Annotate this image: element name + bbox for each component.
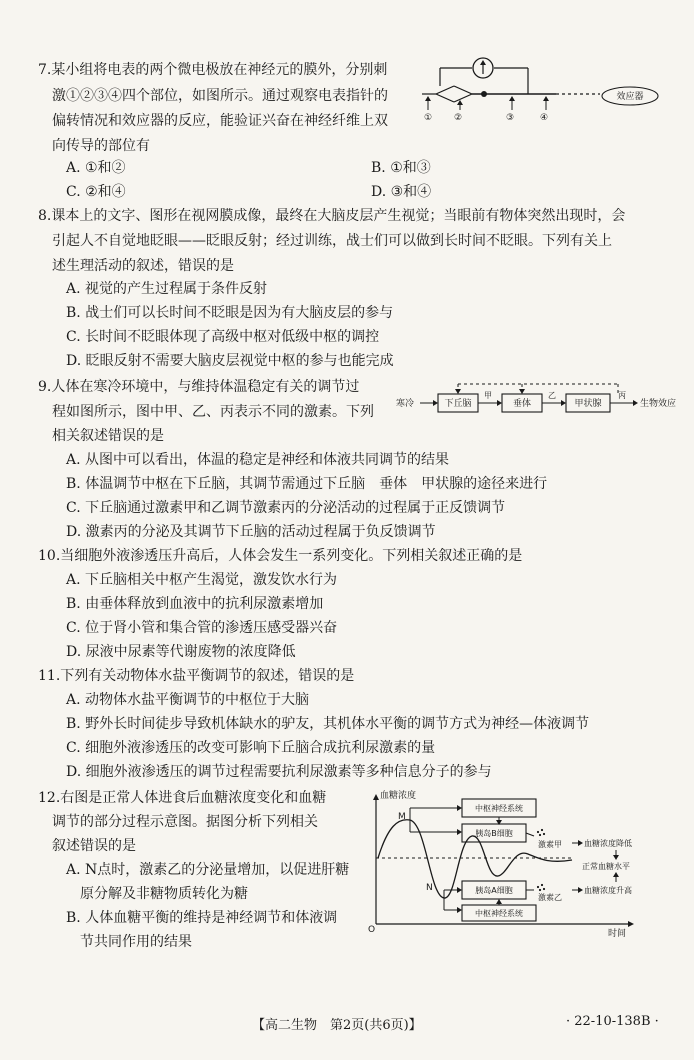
q10-option-c: C. 位于肾小管和集合管的渗透压感受器兴奋 [66,620,338,636]
alpha-cell-box: 胰岛A细胞 [475,886,513,895]
q12-stem-line-1: 12.右图是正常人体进食后血糖浓度变化和血糖 [38,790,327,806]
q10-stem-line-1: 10.当细胞外液渗透压升高后，人体会发生一系列变化。下列相关叙述正确的是 [38,548,523,564]
hormone-b-label: 激素乙 [538,893,562,902]
effector-label: 效应器 [616,92,644,102]
q8-option-d: D. 眨眼反射不需要大脑皮层视觉中枢的参与也能完成 [66,353,394,369]
q7-option-a: A. ①和② [66,160,126,176]
q12-glucose-figure [368,786,680,939]
origin-label: O [368,925,376,935]
q11-option-b: B. 野外长时间徒步导致机体缺水的驴友，其机体水平衡的调节方式为神经—体液调节 [66,716,590,732]
q8-stem-line-2: 引起人不自觉地眨眼——眨眼反射；经过训练，战士们可以做到长时间不眨眼。下列有关上 [52,233,612,249]
q9-stem-line-1: 9.人体在寒冷环境中，与维持体温稳定有关的调节过 [38,379,360,395]
q8-option-c: C. 长时间不眨眼体现了高级中枢对低级中枢的调控 [66,329,380,345]
q8-stem-line-3: 述生理活动的叙述，错误的是 [52,258,234,274]
normal-glucose-label: 正常血糖水平 [582,862,630,871]
q7-option-b: B. ①和③ [371,160,431,176]
hormone-a-label: 激素甲 [538,840,562,849]
q7-neuron-figure [420,58,670,128]
hormone-3-label: 丙 [618,391,626,400]
q12-option-b-line-1: B. 人体血糖平衡的维持是神经调节和体液调 [66,910,338,926]
q11-option-d: D. 细胞外液渗透压的调节过程需要抗利尿激素等多种信息分子的参与 [66,764,492,780]
q9-regulation-figure [396,378,686,430]
page-footer: 【高二生物 第2页(共6页)】 [252,1018,422,1033]
q12-option-b-line-2: 节共同作用的结果 [80,934,192,950]
q12-stem-line-2: 调节的部分过程示意图。据图分析下列相关 [52,814,318,830]
q9-stem-line-2: 程如图所示，图中甲、乙、丙表示不同的激素。下列 [52,404,374,420]
q9-option-d: D. 激素丙的分泌及其调节下丘脑的活动过程属于负反馈调节 [66,524,436,540]
q7-option-d: D. ③和④ [371,184,432,200]
q12-stem-line-3: 叙述错误的是 [52,838,136,854]
document-code: · 22-10-138B · [566,1014,659,1029]
q12-option-a-line-1: A. N点时，激素乙的分泌量增加，以促进肝糖 [66,862,350,878]
q8-option-b: B. 战士们可以长时间不眨眼是因为有大脑皮层的参与 [66,305,394,321]
q9-option-a: A. 从图中可以看出，体温的稳定是神经和体液共同调节的结果 [66,452,450,468]
y-axis-label: 血糖浓度 [380,791,417,801]
q12-option-a-line-2: 原分解及非糖物质转化为糖 [80,886,248,902]
thyroid-box: 甲状腺 [574,399,602,409]
q9-option-c: C. 下丘脑通过激素甲和乙调节激素丙的分泌活动的过程属于正反馈调节 [66,500,506,516]
q11-stem-line-1: 11.下列有关动物体水盐平衡调节的叙述，错误的是 [38,668,355,684]
hormone-1-label: 甲 [484,391,492,400]
q7-stem-line-2: 激①②③④四个部位，如图所示。通过观察电表指针的 [52,88,388,104]
cns-box-top: 中枢神经系统 [475,804,523,813]
point-n-label: N [426,883,433,893]
q10-option-b: B. 由垂体释放到血液中的抗利尿激素增加 [66,596,324,612]
x-axis-label: 时间 [608,929,627,939]
glucose-increase-label: 血糖浓度升高 [584,886,632,895]
q11-option-a: A. 动物体水盐平衡调节的中枢位于大脑 [66,692,310,708]
q9-option-b: B. 体温调节中枢在下丘脑，其调节需通过下丘脑 垂体 甲状腺的途径来进行 [66,476,548,492]
site-3-label: ③ [505,113,515,123]
meter-icon [473,58,493,78]
q8-stem-line-1: 8.课本上的文字、图形在视网膜成像，最终在大脑皮层产生视觉；当眼前有物体突然出现时，会 [38,208,626,224]
dots-icon [537,829,545,836]
q10-option-a: A. 下丘脑相关中枢产生渴觉，激发饮水行为 [66,572,338,588]
q9-stem-line-3: 相关叙述错误的是 [52,428,164,444]
q7-option-c: C. ②和④ [66,184,126,200]
beta-cell-box: 胰岛B细胞 [475,829,513,838]
biological-effect-label: 生物效应 [640,399,677,409]
q8-option-a: A. 视觉的产生过程属于条件反射 [66,281,268,297]
q7-stem-line-1: 7.某小组将电表的两个微电极放在神经元的膜外，分别刺 [38,62,388,78]
dots-icon [537,884,545,891]
q10-option-d: D. 尿液中尿素等代谢废物的浓度降低 [66,644,296,660]
site-1-label: ① [423,113,433,123]
point-m-label: M [398,812,406,822]
q7-stem-line-4: 向传导的部位有 [52,138,150,154]
site-4-label: ④ [539,113,549,123]
q7-stem-line-3: 偏转情况和效应器的反应，能验证兴奋在神经纤维上双 [52,113,388,129]
hormone-2-label: 乙 [548,391,556,400]
site-2-label: ② [453,113,463,123]
q11-option-c: C. 细胞外液渗透压的改变可影响下丘脑合成抗利尿激素的量 [66,740,436,756]
cns-box-bottom: 中枢神经系统 [475,909,523,918]
glucose-decrease-label: 血糖浓度降低 [584,839,632,848]
cold-label: 寒冷 [396,399,415,409]
pituitary-box: 垂体 [512,399,532,409]
hypothalamus-box: 下丘脑 [444,399,472,409]
